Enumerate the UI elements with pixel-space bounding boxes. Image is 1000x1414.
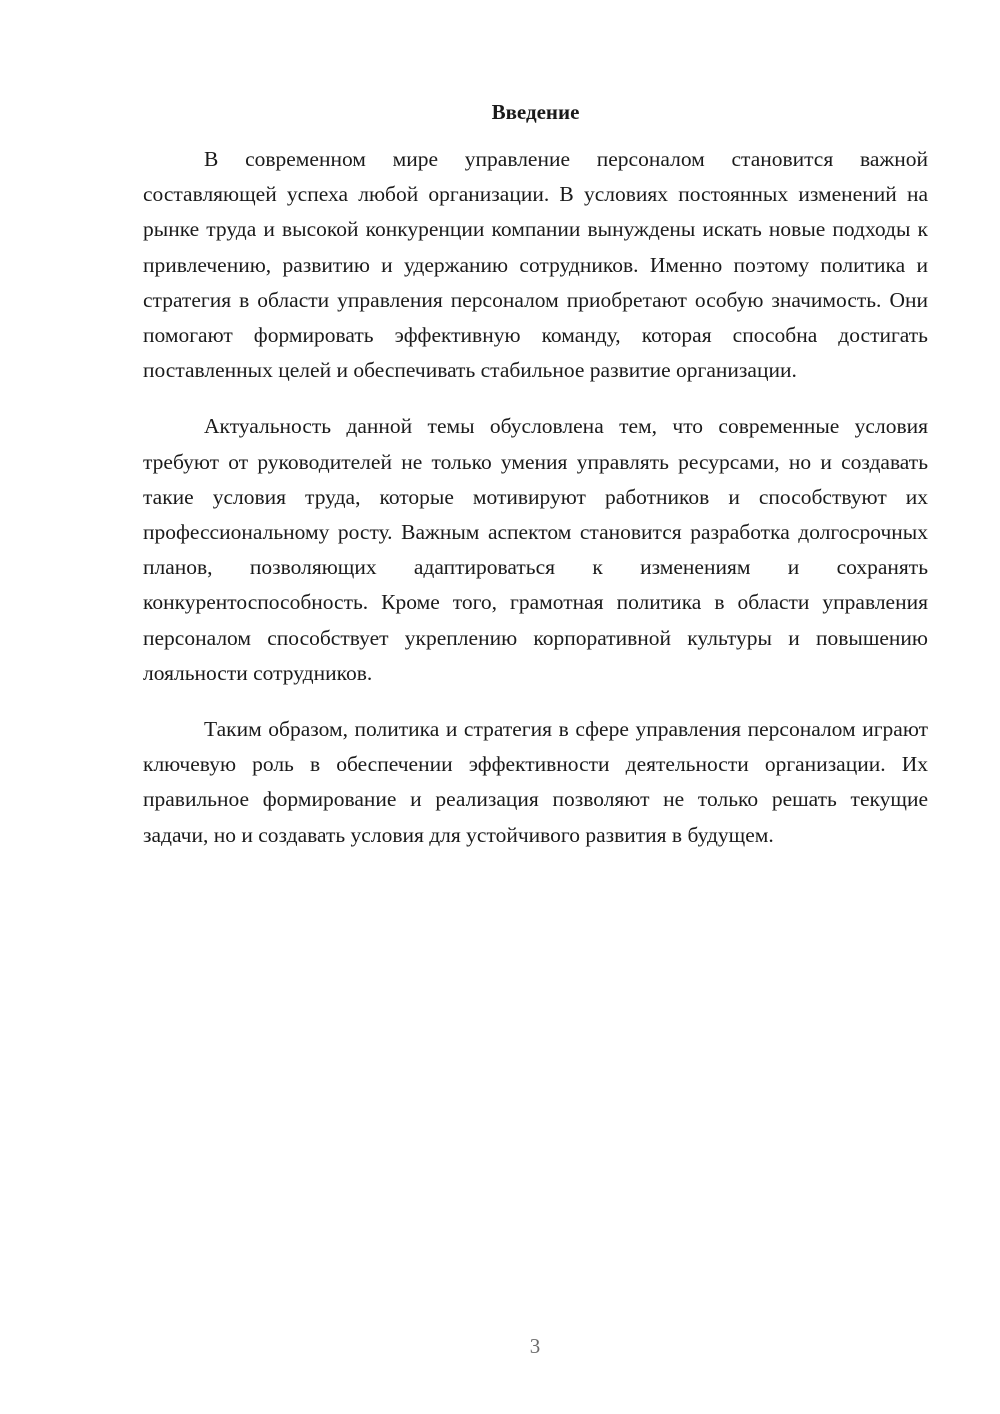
section-title: Введение <box>491 100 580 124</box>
body-text <box>143 142 928 874</box>
paragraph-relevance: Актуальность данной темы обусловлена тем, что современные условия требуют от руководителей не только умения управлять ресурсами, но и создавать такие условия труда, которые мотивируют работников и способствуют их профессиональному росту. Важным аспектом становится разработка долгосрочных планов, позволяющих адаптироваться к изменениям и сохранять конкурентоспособность. Кроме того, грамотная политика в области управления персоналом способствует укреплению корпоративной культуры и повышению лояльности сотрудников. <box>143 414 928 685</box>
paragraph-intro: В современном мире управление персоналом становится важной составляющей успеха любой организации. В условиях постоянных изменений на рынке труда и высокой конкуренции компании вынуждены искать новые подходы к привлечению, развитию и удержанию сотрудников. Именно поэтому политика и стратегия в области управления персоналом приобретают особую значимость. Они помогают формировать эффективную команду, которая способна достигать поставленных целей и обеспечивать стабильное развитие организации. <box>143 147 928 383</box>
paragraph-conclusion: Таким образом, политика и стратегия в сфере управления персоналом играют ключевую роль в обеспечении эффективности деятельности организации. Их правильное формирование и реализация позволяют не только решать текущие задачи, но и создавать условия для устойчивого развития в будущем. <box>143 717 928 847</box>
page-number: 3 <box>529 1334 541 1358</box>
